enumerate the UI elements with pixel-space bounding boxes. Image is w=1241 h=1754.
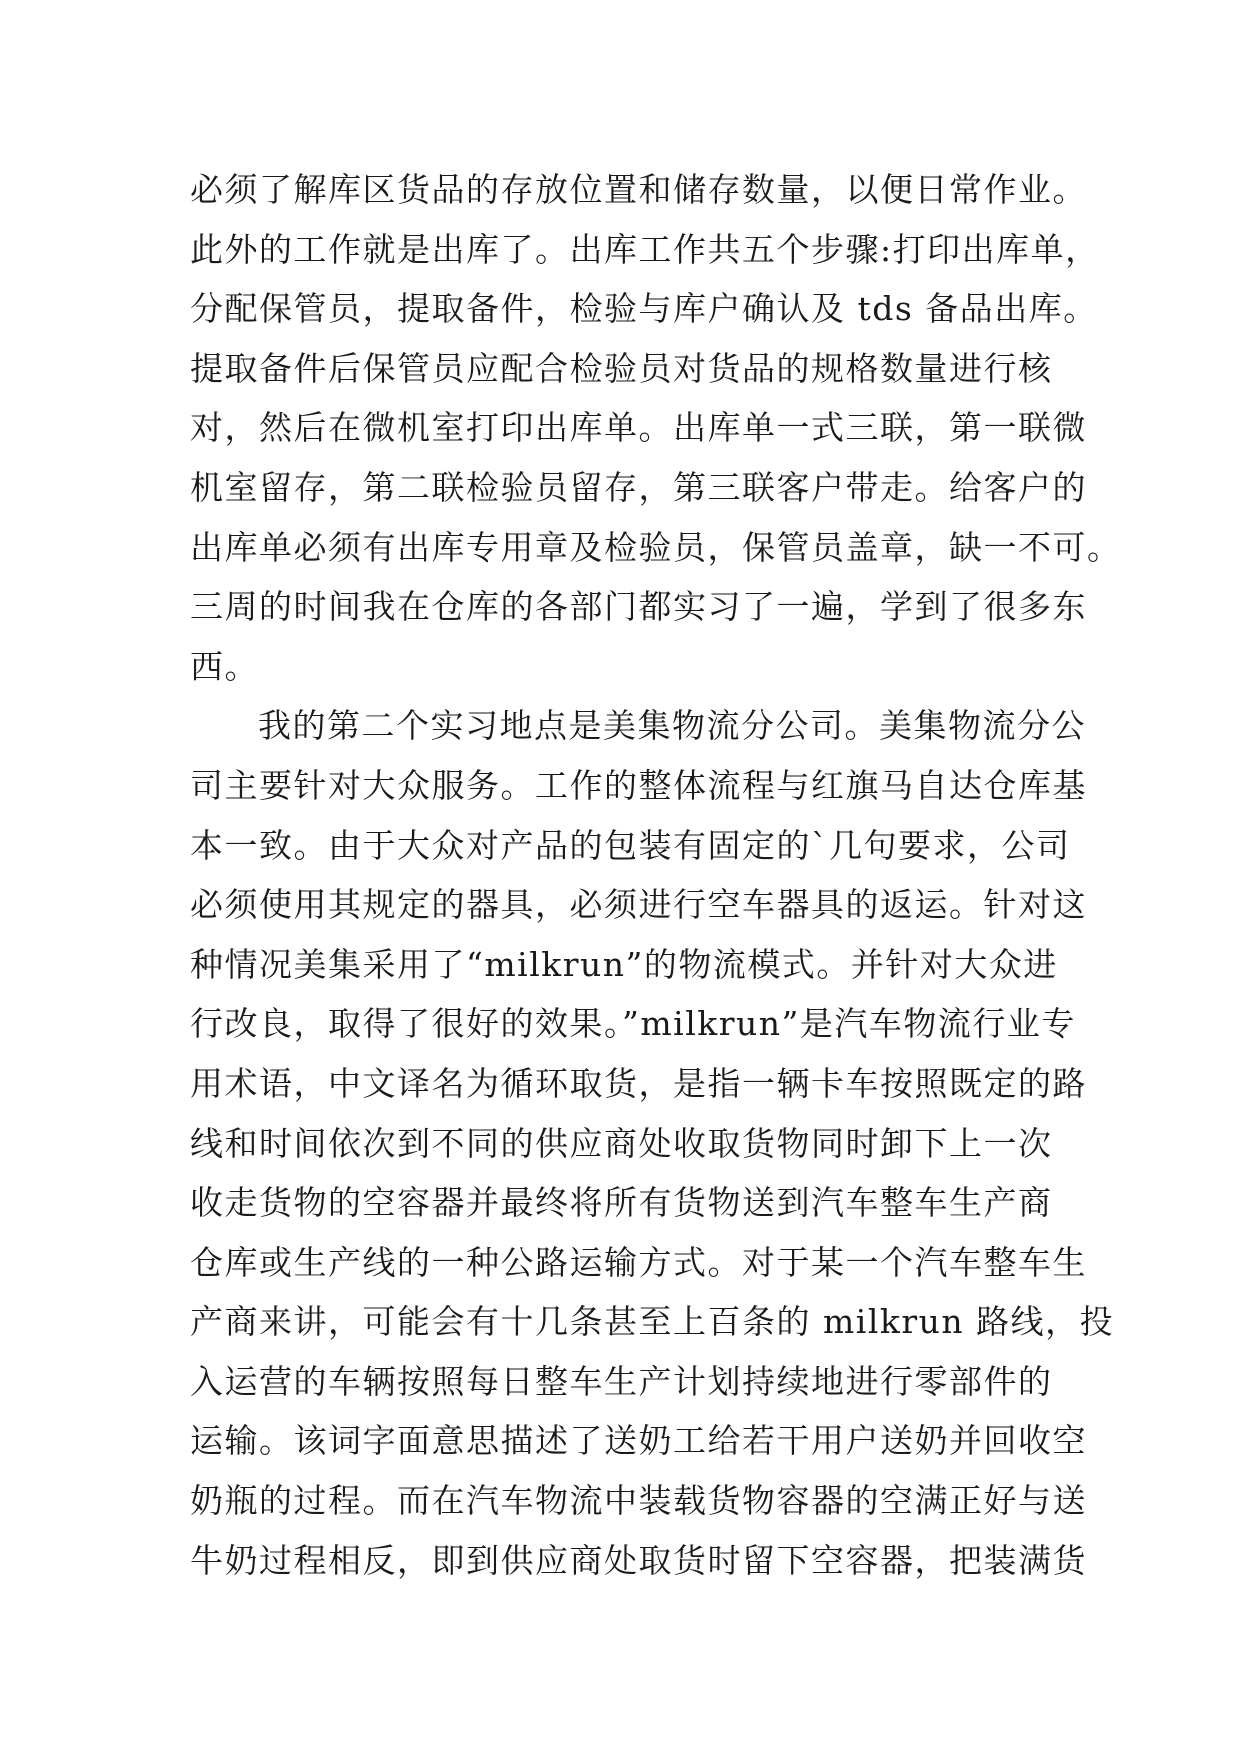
text-line: 出库单必须有出库专用章及检验员，保管员盖章，缺一不可。 — [190, 527, 1122, 567]
text-line: 奶瓶的过程。而在汽车物流中装载货物容器的空满正好与送 — [190, 1481, 1087, 1521]
text-line: 机室留存，第二联检验员留存，第三联客户带走。给客户的 — [190, 467, 1087, 507]
text-line: 运输。该词字面意思描述了送奶工给若干用户送奶并回收空 — [190, 1421, 1087, 1461]
text-line: 对，然后在微机室打印出库单。出库单一式三联，第一联微 — [190, 408, 1087, 448]
text-line: 产商来讲，可能会有十几条甚至上百条的 milkrun 路线，投 — [190, 1302, 1115, 1342]
text-line: 行改良，取得了很好的效果。”milkrun”是汽车物流行业专 — [190, 1004, 1076, 1044]
text-line: 入运营的车辆按照每日整车生产计划持续地进行零部件的 — [190, 1361, 1053, 1401]
text-line: 收走货物的空容器并最终将所有货物送到汽车整车生产商 — [190, 1183, 1053, 1223]
paragraph-2 — [190, 696, 1115, 1590]
text-line: 此外的工作就是出库了。出库工作共五个步骤:打印出库单， — [190, 229, 1100, 269]
text-line: 牛奶过程相反，即到供应商处取货时留下空容器，把装满货 — [190, 1540, 1087, 1580]
text-line: 分配保管员，提取备件，检验与库户确认及 tds 备品出库。 — [190, 289, 1098, 329]
text-line: 本一致。由于大众对产品的包装有固定的`几句要求，公司 — [190, 825, 1071, 865]
text-line: 提取备件后保管员应配合检验员对货品的规格数量进行核 — [190, 348, 1053, 388]
text-line: 种情况美集采用了“milkrun”的物流模式。并针对大众进 — [190, 944, 1058, 984]
text-line: 用术语，中文译名为循环取货，是指一辆卡车按照既定的路 — [190, 1063, 1087, 1103]
text-line: 司主要针对大众服务。工作的整体流程与红旗马自达仓库基 — [190, 765, 1087, 805]
text-line: 必须了解库区货品的存放位置和储存数量，以便日常作业。 — [190, 170, 1087, 209]
paragraph-1 — [190, 160, 1122, 696]
body-text — [190, 160, 1122, 1590]
text-line: 我的第二个实习地点是美集物流分公司。美集物流分公 — [258, 706, 1086, 746]
text-line: 西。 — [190, 646, 259, 686]
text-line: 三周的时间我在仓库的各部门都实习了一遍，学到了很多东 — [190, 587, 1087, 627]
text-line: 仓库或生产线的一种公路运输方式。对于某一个汽车整车生 — [190, 1242, 1087, 1282]
text-line: 必须使用其规定的器具，必须进行空车器具的返运。针对这 — [190, 885, 1087, 925]
text-line: 线和时间依次到不同的供应商处收取货物同时卸下上一次 — [190, 1123, 1053, 1163]
